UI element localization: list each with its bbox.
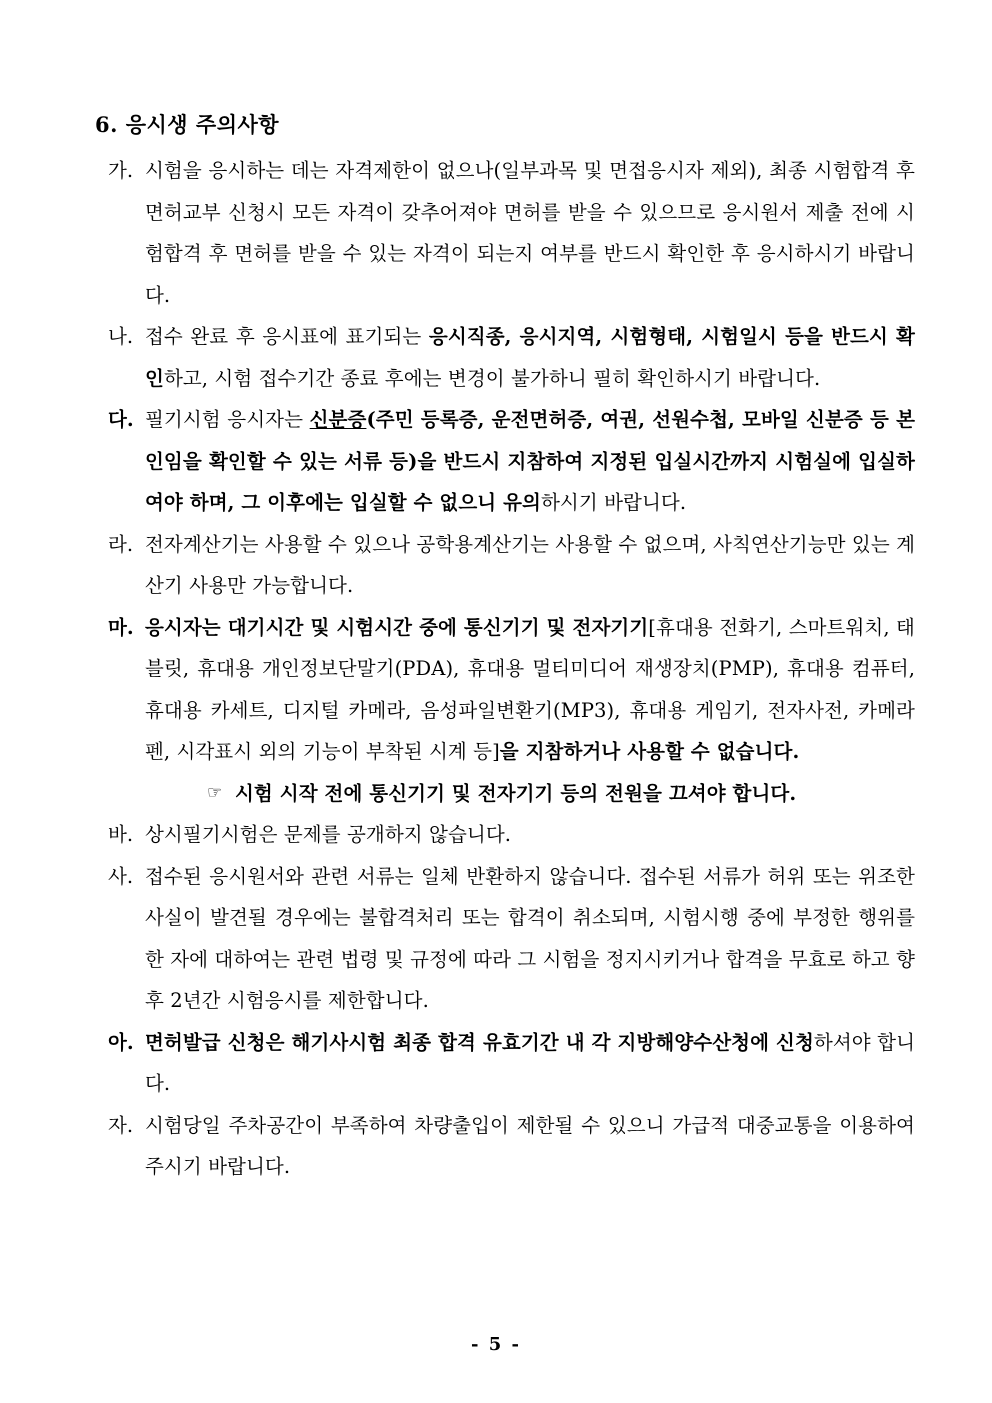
notice-text-segment: 응시직종, 응시지역, 시험형태, 시험일시 등을 반드시 확인	[145, 325, 915, 390]
notice-item-marker: 가.	[108, 159, 134, 182]
notice-item-marker: 자.	[108, 1113, 134, 1137]
notice-item-body	[145, 1022, 915, 1105]
notice-item-body	[145, 814, 915, 856]
notice-item	[95, 399, 915, 524]
notice-item	[95, 856, 915, 1022]
notice-item-body	[145, 1105, 915, 1188]
notice-text-segment: 응시자는 대기시간 및 시험시간 중에 통신기기 및 전자기기	[145, 615, 649, 639]
notice-item-body	[145, 150, 915, 316]
notice-text-segment: 신분증	[309, 408, 367, 431]
notice-item	[95, 316, 915, 399]
page-title: 6. 응시생 주의사항	[95, 112, 280, 137]
page-number-footer: - 5 -	[471, 1334, 521, 1355]
notice-text-segment: 면허발급 신청은 해기사시험 최종 합격 유효기간 내 각 지방해양수산청에 신청	[145, 1030, 814, 1054]
notice-item-body	[145, 524, 915, 607]
notice-item-paragraph	[145, 316, 915, 399]
notice-item	[95, 524, 915, 607]
notice-item	[95, 1022, 915, 1105]
notice-item-marker: 다.	[108, 408, 134, 431]
notice-item-body	[145, 399, 915, 524]
notice-text-segment: 접수 완료 후 응시표에 표기되는	[145, 325, 429, 348]
notice-item	[95, 1105, 915, 1188]
notice-list	[95, 150, 915, 1188]
notice-item-paragraph	[145, 1022, 915, 1105]
notice-item-marker: 바.	[108, 823, 134, 846]
notice-item-paragraph	[145, 524, 915, 607]
notice-text-segment: 하고, 시험 접수기간 종료 후에는 변경이 불가하니 필히 확인하시기 바랍니다.	[163, 366, 821, 390]
page-content	[95, 104, 915, 1188]
notice-text-segment: 시험당일 주차공간이 부족하여 차량출입이 제한될 수 있으니 가급적 대중교통을 이용하여 주시기 바랍니다.	[145, 1113, 915, 1178]
notice-item-paragraph	[145, 814, 915, 856]
notice-item-body	[145, 607, 915, 815]
notice-item	[95, 814, 915, 856]
notice-item	[95, 607, 915, 815]
notice-item-paragraph	[145, 607, 915, 773]
notice-item-marker: 라.	[108, 532, 134, 556]
notice-item-body	[145, 316, 915, 399]
notice-text-segment: 전자계산기는 사용할 수 있으나 공학용계산기는 사용할 수 없으며, 사칙연산기능만 있는 계산기 사용만 가능합니다.	[145, 532, 915, 597]
notice-item-paragraph	[145, 150, 915, 316]
notice-text-segment: 필기시험 응시자는	[145, 408, 310, 431]
notice-text-segment: [휴대용 전화기, 스마트워치, 태블릿, 휴대용 개인정보단말기(PDA), 휴대용 멀티미디어 재생장치(PMP), 휴대용 컴퓨터, 휴대용 카세트, 디지털 카메라, 음성파일변환기(MP3), 휴대용 게임기, 전자사전, 카메라펜, 시각표시 외의 기능이 부착된 시계 등]	[145, 615, 915, 763]
notice-text-segment: 시험을 응시하는 데는 자격제한이 없으나(일부과목 및 면접응시자 제외), 최종 시험합격 후 면허교부 신청시 모든 자격이 갖추어져야 면허를 받을 수 있으므로 응시원서 제출 전에 시험합격 후 면허를 받을 수 있는 자격이 되는지 여부를 반드시 확인한 후 응시하시기 바랍니다.	[145, 159, 915, 307]
notice-callout	[145, 773, 915, 815]
notice-text-segment: (주민 등록증, 운전면허증, 여권, 선원수첩, 모바일 신분증 등 본인임을 확인할 수 있는 서류 등)을 반드시 지참하여 지정된 입실시간까지 시험실에 입실하여야 하며, 그 이후에는 입실할 수 없으니 유의	[145, 408, 916, 514]
notice-text-segment: 상시필기시험은 문제를 공개하지 않습니다.	[145, 823, 512, 846]
notice-callout-text: 시험 시작 전에 통신기기 및 전자기기 등의 전원을 끄셔야 합니다.	[235, 781, 797, 805]
notice-text-segment: 하셔야 합니다.	[145, 1030, 916, 1095]
pointing-hand-icon: ☞	[207, 782, 223, 803]
notice-item-paragraph	[145, 856, 915, 1022]
notice-item-body	[145, 856, 915, 1022]
notice-item-marker: 아.	[108, 1030, 134, 1054]
notice-item	[95, 150, 915, 316]
notice-item-marker: 사.	[108, 864, 134, 888]
notice-text-segment: 하시기 바랍니다.	[540, 491, 687, 514]
notice-item-paragraph	[145, 399, 915, 524]
notice-text-segment: 접수된 응시원서와 관련 서류는 일체 반환하지 않습니다. 접수된 서류가 허위 또는 위조한 사실이 발견될 경우에는 불합격처리 또는 합격이 취소되며, 시험시행 중에 부정한 행위를 한 자에 대하여는 관련 법령 및 규정에 따라 그 시험을 정지시키거나 합격을 무효로 하고 향후 2년간 시험응시를 제한합니다.	[145, 864, 915, 1012]
notice-text-segment: 을 지참하거나 사용할 수 없습니다.	[499, 740, 800, 763]
notice-item-paragraph	[145, 1105, 915, 1188]
notice-item-marker: 나.	[108, 325, 134, 348]
notice-item-marker: 마.	[108, 615, 134, 639]
